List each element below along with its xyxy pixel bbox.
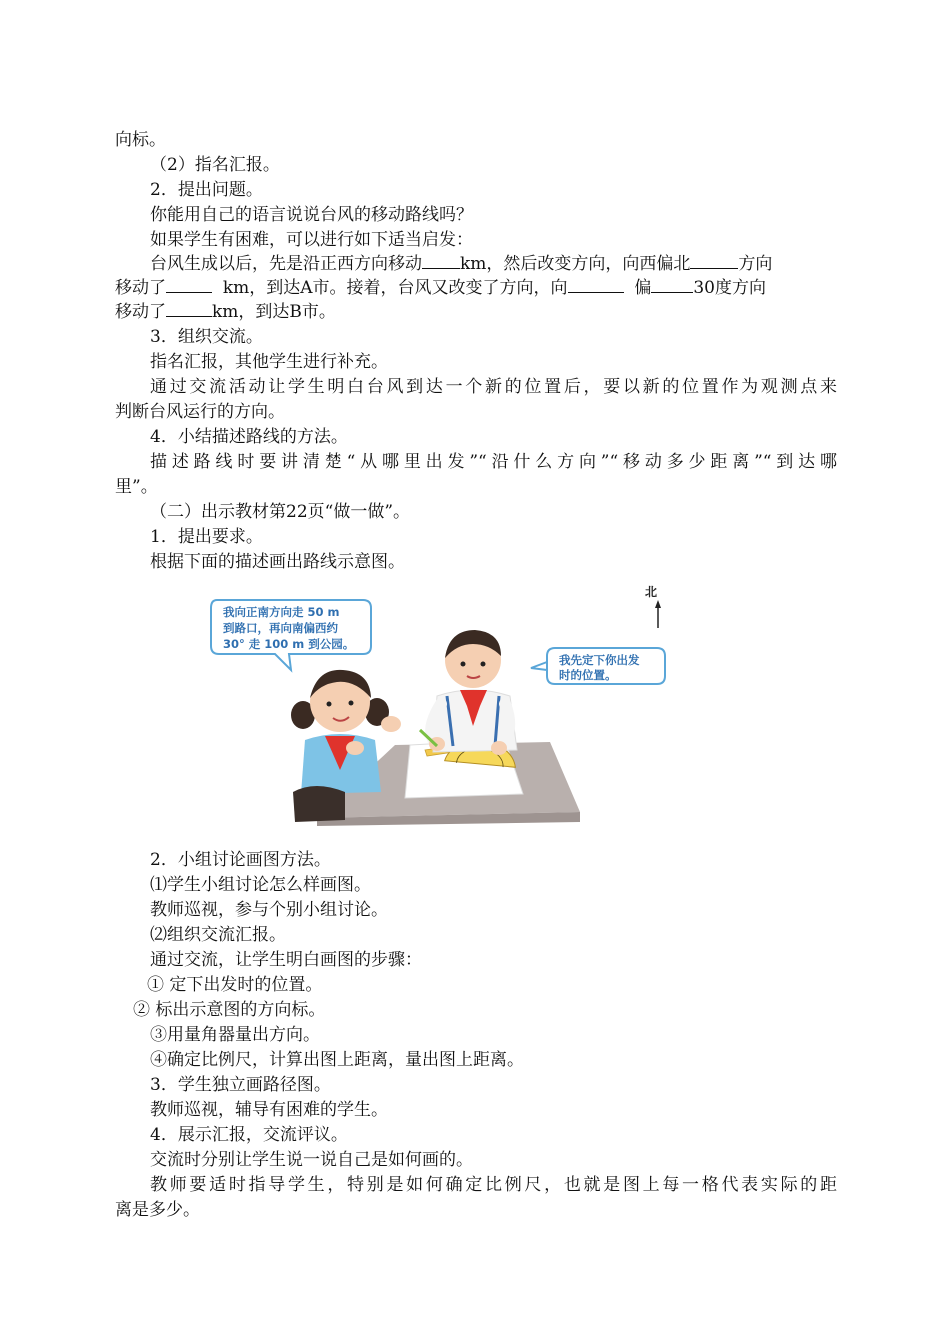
textbook-illustration	[205, 580, 675, 830]
answer-blank	[690, 252, 738, 269]
text-line: 教师巡视，参与个别小组讨论。	[150, 900, 388, 920]
text-line: 3．学生独立画路径图。	[150, 1075, 331, 1095]
svg-text:北: 北	[644, 585, 658, 599]
text-line: 判断台风运行的方向。	[115, 402, 285, 422]
text-line: 4．展示汇报，交流评议。	[150, 1125, 348, 1145]
text-line: 如果学生有困难，可以进行如下适当启发：	[150, 230, 473, 250]
text-line: ② 标出示意图的方向标。	[133, 1000, 326, 1020]
text-line: 交流时分别让学生说一说自己是如何画的。	[150, 1150, 473, 1170]
text-line: 通过交流，让学生明白画图的步骤：	[150, 950, 422, 970]
text-line: 你能用自己的语言说说台风的移动路线吗？	[150, 205, 473, 225]
text-line: 根据下面的描述画出路线示意图。	[150, 552, 405, 572]
text-line: （2）指名汇报。	[150, 155, 280, 175]
north-arrow-icon	[645, 585, 661, 628]
text-line: 描述路线时要讲清楚“从哪里出发”“沿什么方向”“移动多少距离”“到达哪	[150, 452, 837, 472]
text-line: 向标。	[115, 130, 166, 150]
boy-speech-bubble	[531, 648, 665, 684]
text-line: （二）出示教材第22页“做一做”。	[150, 502, 411, 522]
fill-in-line: 台风生成以后，先是沿正西方向移动 km，然后改变方向，向西偏北 方向	[150, 254, 773, 274]
text-line: 2．小组讨论画图方法。	[150, 850, 331, 870]
answer-blank	[166, 276, 212, 293]
answer-blank	[422, 252, 460, 269]
fill-in-line: 移动了 km，到达B市。	[115, 302, 336, 322]
text-line: 4．小结描述路线的方法。	[150, 427, 348, 447]
answer-blank	[651, 276, 693, 293]
boy-bubble-line: 我先定下你出发	[559, 653, 640, 667]
girl-speech-bubble	[211, 600, 371, 670]
girl-bubble-line: 到路口，再向南偏西约	[223, 621, 338, 635]
girl-bubble-line: 我向正南方向走 50 m	[223, 605, 340, 619]
text-line: 教师要适时指导学生，特别是如何确定比例尺，也就是图上每一格代表实际的距	[150, 1175, 837, 1195]
text-line: 1．提出要求。	[150, 527, 263, 547]
boy-bubble-line: 时的位置。	[559, 668, 617, 682]
answer-blank	[166, 300, 212, 317]
text-line: 里”。	[115, 477, 158, 497]
text-line: 2．提出问题。	[150, 180, 263, 200]
boy-figure	[420, 630, 517, 755]
text-line: ④确定比例尺，计算出图上距离，量出图上距离。	[150, 1050, 524, 1070]
answer-blank	[568, 276, 624, 293]
text-line: ① 定下出发时的位置。	[147, 975, 323, 995]
text-line: ③用量角器量出方向。	[150, 1025, 320, 1045]
text-line: 3．组织交流。	[150, 327, 263, 347]
text-line: 通过交流活动让学生明白台风到达一个新的位置后，要以新的位置作为观测点来	[150, 377, 837, 397]
text-line: 指名汇报，其他学生进行补充。	[150, 352, 388, 372]
text-line: ⑵组织交流汇报。	[150, 925, 286, 945]
girl-bubble-line: 30° 走 100 m 到公园。	[223, 637, 355, 651]
fill-in-line: 移动了 km，到达A市。接着，台风又改变了方向，向 偏 30度方向	[115, 278, 766, 298]
text-line: 教师巡视，辅导有困难的学生。	[150, 1100, 388, 1120]
text-line: 离是多少。	[115, 1200, 200, 1220]
text-line: ⑴学生小组讨论怎么样画图。	[150, 875, 371, 895]
